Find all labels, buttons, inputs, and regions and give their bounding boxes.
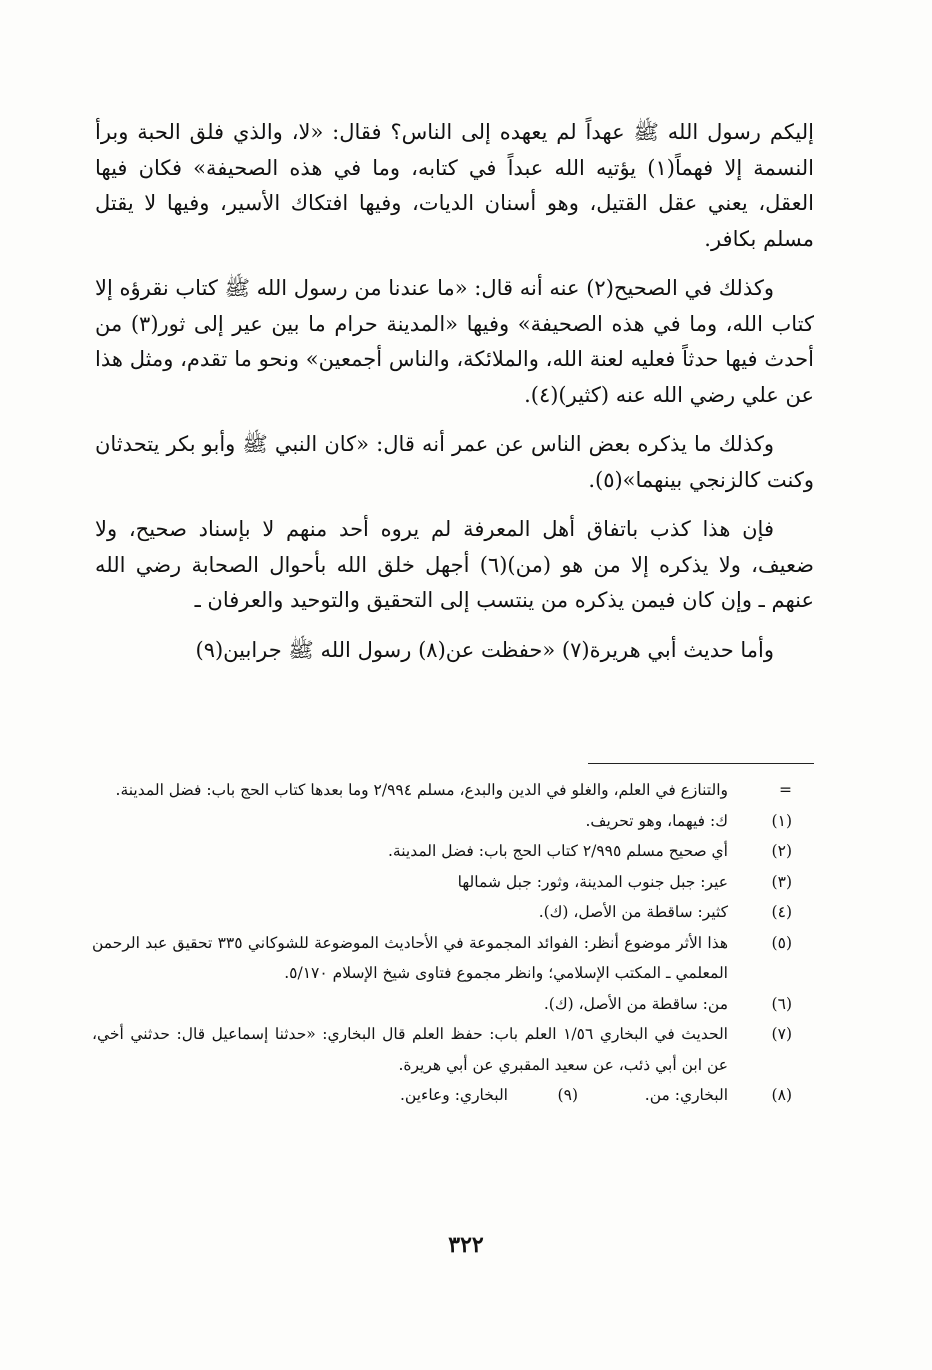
- footnote-text: أي صحيح مسلم ٢/٩٩٥ كتاب الحج باب: فضل المدينة.: [387, 842, 728, 860]
- footnote-number: (٦): [771, 994, 792, 1013]
- footnote-text: الحديث في البخاري ١/٥٦ العلم باب: حفظ العلم قال البخاري: «حدثنا إسماعيل قال: حدثني أخي، عن ابن أبي ذئب، عن سعيد المقبري عن أبي هريرة.: [92, 1025, 728, 1074]
- footnote-item: [92, 836, 814, 867]
- footnote-text: هذا الأثر موضوع أنظر: الفوائد المجموعة في الأحاديث الموضوعة للشوكاني ٣٣٥ تحقيق عبد الرحمن المعلمي ـ المكتب الإسلامي؛ وانظر مجموع فتاوى شيخ الإسلام ٥/١٧٠.: [92, 933, 729, 982]
- paragraph-4: فإن هذا كذب باتفاق أهل المعرفة لم يروه أحد منهم لا بإسناد صحيح، ولا ضعيف، ولا يذكره إلا من هو (من)(٦) أجهل خلق الله بأحوال الصحابة رضي الله عنهم ـ وإن كان فيمن يذكره من ينتسب إلى التحقيق والتوحيد والعرفان ـ: [95, 517, 814, 612]
- footnote-number: =: [779, 781, 792, 799]
- footnote-separator: [588, 763, 814, 764]
- footnote-number: (١): [771, 811, 792, 830]
- footnote-number: (٣): [771, 872, 792, 891]
- paragraph-1: إليكم رسول الله ﷺ عهداً لم يعهده إلى الناس؟ فقال: «لا، والذي فلق الحبة وبرأ النسمة إلا فهماً(١) يؤتيه الله عبداً في كتابه، وما في هذه الصحيفة» فكان فيها العقل، يعني عقل القتيل، وهو أسنان الديات، وفيها افتكاك الأسير، وفيها لا يقتل مسلم بكافر.: [95, 120, 814, 251]
- footnote-number: (٩): [557, 1086, 578, 1104]
- footnote-text: البخاري: من.: [644, 1086, 728, 1104]
- main-text: [95, 115, 814, 682]
- footnote-item: [92, 897, 814, 928]
- footnote-number: (٥): [771, 933, 792, 952]
- footnote-text: البخاري: وعاءين.: [400, 1086, 508, 1104]
- paragraph-5: وأما حديث أبي هريرة(٧) «حفظت عن(٨) رسول الله ﷺ جرابين(٩): [195, 637, 774, 662]
- footnote-item: [92, 989, 814, 1020]
- footnote-item: [92, 1080, 814, 1111]
- footnote-item: [92, 806, 814, 837]
- footnote-item: [92, 1019, 814, 1080]
- footnote-number: (٨): [771, 1086, 792, 1104]
- footnote-number: (٤): [771, 903, 792, 921]
- footnote-number: (٧): [771, 1025, 792, 1043]
- footnote-number: (٢): [771, 842, 792, 860]
- footnote-item: [92, 867, 814, 898]
- footnote-text: من: ساقطة من الأصل، (ك).: [543, 994, 728, 1013]
- footnote-text: والتنازع في العلم، والغلو في الدين والبدع، مسلم ٢/٩٩٤ وما بعدها كتاب الحج باب: فضل المدينة.: [115, 781, 728, 799]
- footnote-text: عير: جبل جنوب المدينة، وثور: جبل شمالها: [457, 872, 728, 891]
- footnote-text: ك: فيهما، وهو تحريف.: [585, 811, 728, 830]
- footnote-text: كثير: ساقطة من الأصل، (ك).: [538, 903, 728, 921]
- footnote-item: [92, 928, 814, 989]
- page-number: ٣٢٢: [448, 1232, 484, 1258]
- paragraph-3: وكذلك ما يذكره بعض الناس عن عمر أنه قال: «كان النبي ﷺ وأبو بكر يتحدثان وكنت كالزنجي بينهما»(٥).: [95, 432, 814, 492]
- footnotes: [92, 775, 814, 1111]
- footnote-item: [92, 775, 814, 806]
- paragraph-2: وكذلك في الصحيح(٢) عنه أنه قال: «ما عندنا من رسول الله ﷺ كتاب نقرؤه إلا كتاب الله، وما في هذه الصحيفة» وفيها «المدينة حرام ما بين عير إلى ثور(٣) من أحدث فيها حدثاً فعليه لعنة الله، والملائكة، والناس أجمعين» ونحو ما تقدم، ومثل هذا عن علي رضي الله عنه (كثير)(٤).: [95, 276, 814, 407]
